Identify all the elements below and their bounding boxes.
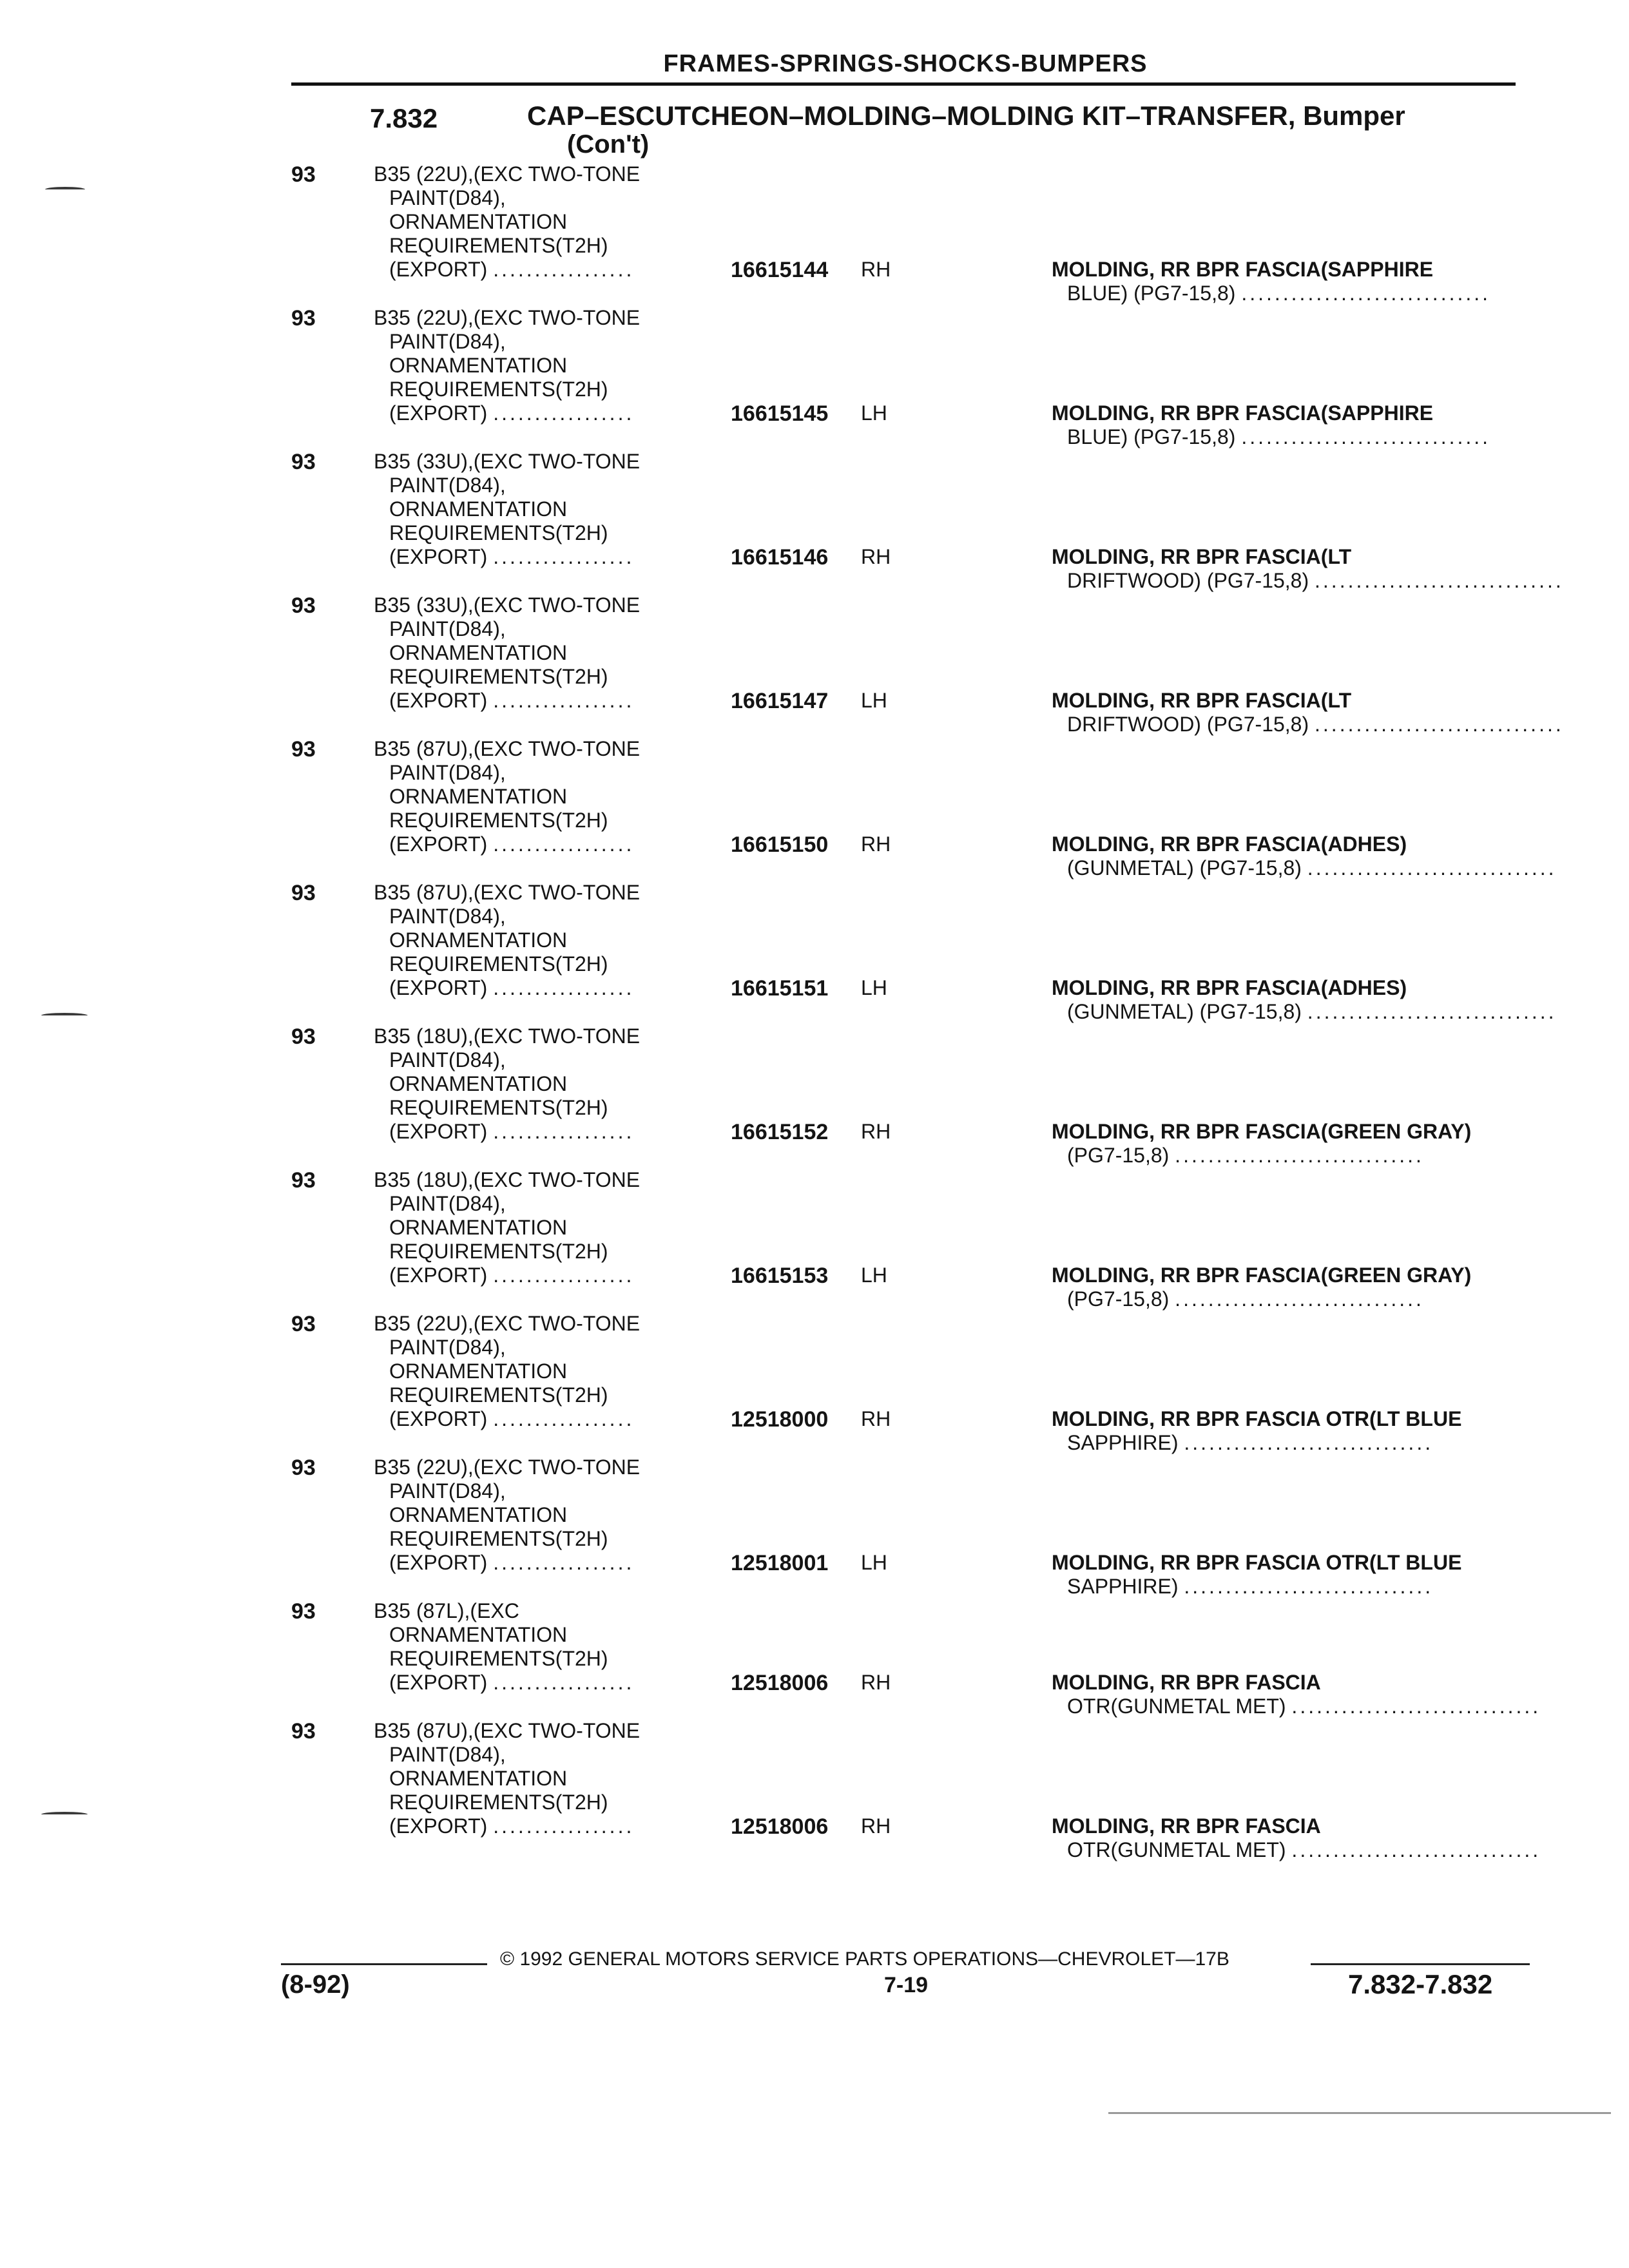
- usage-description: [374, 881, 722, 1000]
- usage-line: ORNAMENTATION: [389, 928, 568, 952]
- usage-description: [374, 737, 722, 856]
- part-number: 12518001: [731, 1551, 829, 1575]
- side-code: LH: [861, 1551, 887, 1574]
- part-name-line: BLUE) (PG7-15,8) ..............................: [1067, 425, 1491, 448]
- scan-rule: [1108, 2112, 1611, 2114]
- part-name: [1052, 1120, 1516, 1168]
- footer-range: 7.832-7.832: [1348, 1969, 1493, 1999]
- part-name-line: (GUNMETAL) (PG7-15,8) ..............................: [1067, 856, 1557, 879]
- usage-line: (EXPORT) .................: [389, 1264, 635, 1287]
- usage-line: B35 (87U),(EXC TWO-TONE: [374, 737, 641, 760]
- footer-copyright: © 1992 GENERAL MOTORS SERVICE PARTS OPERATIONS—CHEVROLET—17B: [500, 1948, 1229, 1970]
- part-name-line: (PG7-15,8) ..............................: [1067, 1144, 1424, 1167]
- usage-line: ORNAMENTATION: [389, 1503, 568, 1526]
- usage-line: PAINT(D84),: [389, 1479, 506, 1503]
- usage-line: REQUIREMENTS(T2H): [389, 1096, 608, 1119]
- quantity: 93: [291, 1312, 316, 1336]
- usage-line: (EXPORT) .................: [389, 545, 635, 568]
- usage-line: PAINT(D84),: [389, 761, 506, 784]
- usage-line: ORNAMENTATION: [389, 1623, 568, 1646]
- quantity: 93: [291, 593, 316, 618]
- usage-line: ORNAMENTATION: [389, 1767, 568, 1790]
- header-rule: [291, 82, 1516, 86]
- usage-line: ORNAMENTATION: [389, 1360, 568, 1383]
- part-number: 12518000: [731, 1407, 829, 1432]
- part-name-line: MOLDING, RR BPR FASCIA(LT: [1052, 689, 1352, 712]
- side-code: LH: [861, 976, 887, 999]
- usage-line: B35 (87U),(EXC TWO-TONE: [374, 1719, 641, 1742]
- usage-line: PAINT(D84),: [389, 474, 506, 497]
- part-name-line: SAPPHIRE) ..............................: [1067, 1431, 1434, 1454]
- quantity: 93: [291, 1024, 316, 1049]
- usage-line: PAINT(D84),: [389, 330, 506, 353]
- usage-line: PAINT(D84),: [389, 1743, 506, 1766]
- usage-line: (EXPORT) .................: [389, 1120, 635, 1143]
- part-number: 16615146: [731, 545, 829, 570]
- usage-line: ORNAMENTATION: [389, 354, 568, 377]
- quantity: 93: [291, 1168, 316, 1193]
- side-code: RH: [861, 1671, 891, 1694]
- usage-line: REQUIREMENTS(T2H): [389, 665, 608, 688]
- part-name-line: MOLDING, RR BPR FASCIA(GREEN GRAY): [1052, 1264, 1472, 1287]
- usage-line: REQUIREMENTS(T2H): [389, 809, 608, 832]
- list-item: [0, 1024, 1629, 1168]
- side-code: RH: [861, 545, 891, 568]
- section-header: FRAMES-SPRINGS-SHOCKS-BUMPERS: [663, 50, 1148, 77]
- part-number: 16615150: [731, 832, 829, 857]
- usage-line: ORNAMENTATION: [389, 1216, 568, 1239]
- usage-line: PAINT(D84),: [389, 1048, 506, 1072]
- quantity: 93: [291, 737, 316, 762]
- usage-line: PAINT(D84),: [389, 1192, 506, 1215]
- usage-line: ORNAMENTATION: [389, 497, 568, 521]
- list-item: [0, 450, 1629, 593]
- part-name-line: MOLDING, RR BPR FASCIA(LT: [1052, 545, 1352, 568]
- usage-description: [374, 450, 722, 569]
- part-name-line: MOLDING, RR BPR FASCIA(GREEN GRAY): [1052, 1120, 1472, 1143]
- part-name-line: BLUE) (PG7-15,8) ..............................: [1067, 282, 1491, 305]
- usage-description: [374, 593, 722, 713]
- part-name: [1052, 1814, 1541, 1862]
- part-name: [1052, 832, 1557, 880]
- usage-description: [374, 1599, 722, 1695]
- quantity: 93: [291, 1719, 316, 1744]
- part-name-line: (PG7-15,8) ..............................: [1067, 1287, 1424, 1311]
- list-item: [0, 1456, 1629, 1599]
- usage-line: REQUIREMENTS(T2H): [389, 234, 608, 257]
- part-name-line: MOLDING, RR BPR FASCIA(SAPPHIRE: [1052, 401, 1434, 425]
- part-number: 12518006: [731, 1671, 829, 1695]
- part-name: [1052, 689, 1564, 736]
- part-number: 12518006: [731, 1814, 829, 1839]
- part-name-line: SAPPHIRE) ..............................: [1067, 1575, 1434, 1598]
- usage-line: ORNAMENTATION: [389, 1072, 568, 1095]
- footer-rule-right: [1311, 1963, 1530, 1965]
- quantity: 93: [291, 450, 316, 474]
- part-name-line: MOLDING, RR BPR FASCIA(ADHES): [1052, 832, 1407, 856]
- usage-line: B35 (18U),(EXC TWO-TONE: [374, 1024, 641, 1048]
- group-title: CAP–ESCUTCHEON–MOLDING–MOLDING KIT–TRANSFER, Bumper: [527, 101, 1405, 131]
- quantity: 93: [291, 306, 316, 331]
- usage-description: [374, 1456, 722, 1575]
- part-name: [1052, 1551, 1516, 1599]
- usage-line: (EXPORT) .................: [389, 976, 635, 999]
- part-name-line: MOLDING, RR BPR FASCIA(SAPPHIRE: [1052, 258, 1434, 281]
- usage-line: (EXPORT) .................: [389, 401, 635, 425]
- part-name-line: MOLDING, RR BPR FASCIA: [1052, 1814, 1321, 1838]
- part-name: [1052, 976, 1557, 1024]
- parts-list: [0, 162, 1629, 1863]
- part-number: 16615152: [731, 1120, 829, 1144]
- part-name-line: MOLDING, RR BPR FASCIA: [1052, 1671, 1321, 1694]
- usage-line: ORNAMENTATION: [389, 785, 568, 808]
- usage-line: REQUIREMENTS(T2H): [389, 952, 608, 975]
- list-item: [0, 306, 1629, 450]
- usage-line: (EXPORT) .................: [389, 1407, 635, 1430]
- part-name: [1052, 401, 1516, 449]
- part-name-line: DRIFTWOOD) (PG7-15,8) ..............................: [1067, 713, 1564, 736]
- footer-date-code: (8-92): [281, 1970, 350, 1999]
- part-name-line: OTR(GUNMETAL MET) ..............................: [1067, 1838, 1541, 1861]
- usage-line: B35 (22U),(EXC TWO-TONE: [374, 162, 641, 186]
- usage-line: (EXPORT) .................: [389, 1671, 635, 1694]
- usage-line: (EXPORT) .................: [389, 1551, 635, 1574]
- quantity: 93: [291, 1599, 316, 1624]
- quantity: 93: [291, 1456, 316, 1480]
- list-item: [0, 1719, 1629, 1863]
- part-name-line: (GUNMETAL) (PG7-15,8) ..............................: [1067, 1000, 1557, 1023]
- usage-line: REQUIREMENTS(T2H): [389, 1527, 608, 1550]
- usage-line: B35 (18U),(EXC TWO-TONE: [374, 1168, 641, 1191]
- usage-line: (EXPORT) .................: [389, 1814, 635, 1838]
- part-name-line: MOLDING, RR BPR FASCIA OTR(LT BLUE: [1052, 1551, 1462, 1574]
- usage-description: [374, 162, 722, 282]
- usage-line: REQUIREMENTS(T2H): [389, 1240, 608, 1263]
- usage-line: B35 (33U),(EXC TWO-TONE: [374, 593, 641, 617]
- quantity: 93: [291, 162, 316, 187]
- side-code: RH: [861, 1814, 891, 1838]
- side-code: RH: [861, 832, 891, 856]
- part-name: [1052, 258, 1516, 305]
- usage-line: B35 (22U),(EXC TWO-TONE: [374, 1456, 641, 1479]
- part-name: [1052, 545, 1564, 593]
- part-number: 16615144: [731, 258, 829, 282]
- usage-description: [374, 1168, 722, 1287]
- usage-line: PAINT(D84),: [389, 617, 506, 640]
- group-continued: (Con't): [567, 130, 650, 159]
- usage-line: REQUIREMENTS(T2H): [389, 378, 608, 401]
- part-name-line: OTR(GUNMETAL MET) ..............................: [1067, 1695, 1541, 1718]
- side-code: LH: [861, 401, 887, 425]
- usage-line: PAINT(D84),: [389, 905, 506, 928]
- side-code: RH: [861, 1120, 891, 1143]
- usage-line: (EXPORT) .................: [389, 689, 635, 712]
- part-name: [1052, 1671, 1541, 1718]
- part-number: 16615151: [731, 976, 829, 1001]
- usage-description: [374, 1312, 722, 1431]
- usage-line: REQUIREMENTS(T2H): [389, 1383, 608, 1407]
- part-number: 16615147: [731, 689, 829, 713]
- usage-line: (EXPORT) .................: [389, 832, 635, 856]
- quantity: 93: [291, 881, 316, 905]
- usage-line: REQUIREMENTS(T2H): [389, 1647, 608, 1670]
- usage-line: ORNAMENTATION: [389, 210, 568, 233]
- usage-line: PAINT(D84),: [389, 1336, 506, 1359]
- side-code: RH: [861, 1407, 891, 1430]
- part-name-line: MOLDING, RR BPR FASCIA(ADHES): [1052, 976, 1407, 999]
- part-name-line: DRIFTWOOD) (PG7-15,8) ..............................: [1067, 569, 1564, 592]
- usage-line: REQUIREMENTS(T2H): [389, 1791, 608, 1814]
- side-code: LH: [861, 1264, 887, 1287]
- usage-line: B35 (87L),(EXC: [374, 1599, 519, 1622]
- usage-line: (EXPORT) .................: [389, 258, 635, 281]
- usage-line: B35 (22U),(EXC TWO-TONE: [374, 306, 641, 329]
- usage-description: [374, 1024, 722, 1144]
- list-item: [0, 1599, 1629, 1719]
- list-item: [0, 1312, 1629, 1456]
- usage-line: B35 (33U),(EXC TWO-TONE: [374, 450, 641, 473]
- usage-line: B35 (87U),(EXC TWO-TONE: [374, 881, 641, 904]
- list-item: [0, 593, 1629, 737]
- usage-line: PAINT(D84),: [389, 186, 506, 209]
- usage-description: [374, 1719, 722, 1838]
- usage-line: B35 (22U),(EXC TWO-TONE: [374, 1312, 641, 1335]
- group-number: 7.832: [370, 103, 438, 133]
- usage-line: ORNAMENTATION: [389, 641, 568, 664]
- list-item: [0, 1168, 1629, 1312]
- side-code: LH: [861, 689, 887, 712]
- usage-line: REQUIREMENTS(T2H): [389, 521, 608, 544]
- part-name: [1052, 1407, 1516, 1455]
- part-number: 16615145: [731, 401, 829, 426]
- part-name-line: MOLDING, RR BPR FASCIA OTR(LT BLUE: [1052, 1407, 1462, 1430]
- list-item: [0, 737, 1629, 881]
- footer-page-number: 7-19: [884, 1973, 929, 1997]
- part-number: 16615153: [731, 1264, 829, 1288]
- side-code: RH: [861, 258, 891, 281]
- footer-rule-left: [281, 1963, 487, 1965]
- part-name: [1052, 1264, 1516, 1311]
- usage-description: [374, 306, 722, 425]
- list-item: [0, 881, 1629, 1024]
- list-item: [0, 162, 1629, 306]
